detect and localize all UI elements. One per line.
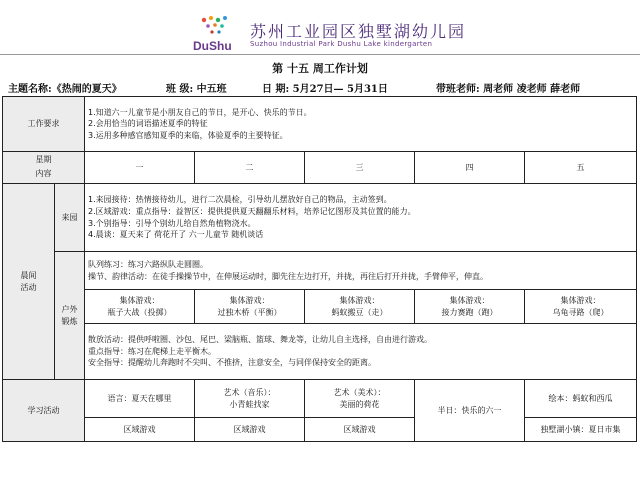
day-fri: 五 (525, 152, 637, 184)
info-row (0, 80, 640, 96)
learning-mon: 语言：夏天在哪里 (85, 380, 195, 418)
arrival-item: 4.晨谈：夏天来了 荷花开了 六一儿童节 随机谈话 (88, 230, 264, 240)
morning-label-line2: 活动 (20, 282, 37, 292)
focus-guidance: 重点指导：练习在爬梯上走平衡木。 (88, 346, 216, 356)
logo-text: DuShu (193, 39, 232, 53)
area-game-tue: 区域游戏 (195, 418, 305, 442)
header-divider (0, 54, 640, 55)
group-game-title: 集体游戏： (229, 295, 270, 305)
area-games-row (3, 418, 637, 442)
group-game-name: 瓶子大战（投掷） (107, 307, 172, 317)
goals-label: 工作要求 (3, 97, 85, 152)
queue-practice: 队列练习：练习六路纵队走圆圈。 (88, 259, 208, 269)
exercise-content (85, 252, 637, 290)
group-game-name: 接力赛跑（跑） (441, 307, 498, 317)
learning-row (3, 380, 637, 418)
group-game-title: 集体游戏： (560, 295, 601, 305)
group-game-wed (305, 290, 415, 324)
goals-row (3, 97, 637, 152)
safety-guidance: 安全指导：提醒幼儿奔跑时不尖叫、不推挤，注意安全，与同伴保持安全的距离。 (88, 358, 376, 368)
learning-fri-top: 绘本：蚂蚁和西瓜 (525, 380, 637, 418)
morning-label-line1: 晨间 (20, 270, 37, 280)
day-thu: 四 (415, 152, 525, 184)
page-header (0, 0, 640, 56)
exercise-row (3, 252, 637, 290)
weekly-plan-table (2, 96, 637, 442)
learning-thu: 半日：快乐的六一 (415, 380, 525, 442)
content-label: 内容 (35, 169, 52, 178)
outdoor-label-line2: 锻炼 (61, 316, 78, 326)
learning-tue-line2: 小青蛙找家 (229, 399, 270, 409)
weekday-label: 星期 (35, 155, 52, 164)
group-game-tue (195, 290, 305, 324)
arrival-label: 来园 (55, 184, 85, 252)
days-header-corner (3, 152, 85, 184)
teachers: 带班老师: 周老师 凌老师 薛老师 (436, 84, 581, 95)
exercise-practice: 操节、韵律活动：在徒手操操节中，在伸展运动时，脚先往左边打开，并拢，再往后打开并拢，手臂伸平，伸直。 (88, 271, 488, 281)
goal-item: 3.运用多种感官感知夏季的来临，体验夏季的主要特征。 (88, 130, 288, 140)
day-mon: 一 (85, 152, 195, 184)
group-game-title: 集体游戏： (119, 295, 160, 305)
learning-tue (195, 380, 305, 418)
goals-content (85, 97, 637, 152)
area-game-wed: 区域游戏 (305, 418, 415, 442)
day-wed: 三 (305, 152, 415, 184)
school-logo-icon (192, 14, 238, 54)
day-tue: 二 (195, 152, 305, 184)
learning-tue-line1: 艺术（音乐）： (223, 387, 276, 397)
goal-item: 2.会用恰当的词语描述夏季的特征 (88, 119, 208, 129)
theme-name: 主题名称:《热闹的夏天》 (8, 84, 122, 95)
group-game-name: 蚂蚁搬豆（走） (331, 307, 388, 317)
free-play-content (85, 324, 637, 380)
learning-fri-bottom: 独墅湖小镇：夏日市集 (525, 418, 637, 442)
school-name: 苏州工业园区独墅湖幼儿园 (250, 22, 467, 41)
page-title: 第 十五 周工作计划 (272, 62, 368, 75)
outdoor-label-line1: 户外 (61, 304, 78, 314)
learning-wed-line2: 美丽的荷花 (339, 399, 380, 409)
morning-label (3, 184, 55, 380)
arrival-item: 2.区域游戏：重点指导：益智区：提供提供夏天翻翻乐材料，培养记忆图形及其位置的能力。 (88, 206, 416, 216)
free-play-row (3, 324, 637, 380)
group-game-title: 集体游戏： (339, 295, 380, 305)
days-header-row (3, 152, 637, 184)
date-range: 日 期: 5月27日— 5月31日 (262, 84, 388, 95)
learning-label: 学习活动 (3, 380, 85, 442)
outdoor-label (55, 252, 85, 380)
area-game-mon: 区域游戏 (85, 418, 195, 442)
group-game-name: 过独木桥（平衡） (217, 307, 282, 317)
learning-wed-line1: 艺术（美术）： (333, 387, 386, 397)
goal-item: 1.知道六一儿童节是小朋友自己的节日，是开心、快乐的节日。 (88, 107, 312, 117)
group-game-thu (415, 290, 525, 324)
arrival-content (85, 184, 637, 252)
learning-wed (305, 380, 415, 418)
arrival-row (3, 184, 637, 252)
class-name: 班 级: 中五班 (166, 84, 227, 95)
group-game-title: 集体游戏： (449, 295, 490, 305)
school-name-en: Suzhou Industrial Park Dushu Lake kindergarten (250, 40, 433, 48)
arrival-item: 3.个别指导：引导个别幼儿给自然角植物浇水。 (88, 218, 256, 228)
group-games-row (3, 290, 637, 324)
group-game-mon (85, 290, 195, 324)
arrival-item: 1.来园接待：热情接待幼儿，进行二次晨检，引导幼儿摆放好自己的物品，主动签到。 (88, 195, 392, 205)
free-play: 散放活动：提供呼啦圈、沙包、尾巴、梁脑瓶、篮球、舞龙等，让幼儿自主选择，自由进行游戏。 (88, 335, 432, 345)
group-game-fri (525, 290, 637, 324)
group-game-name: 乌龟寻路（爬） (552, 307, 609, 317)
